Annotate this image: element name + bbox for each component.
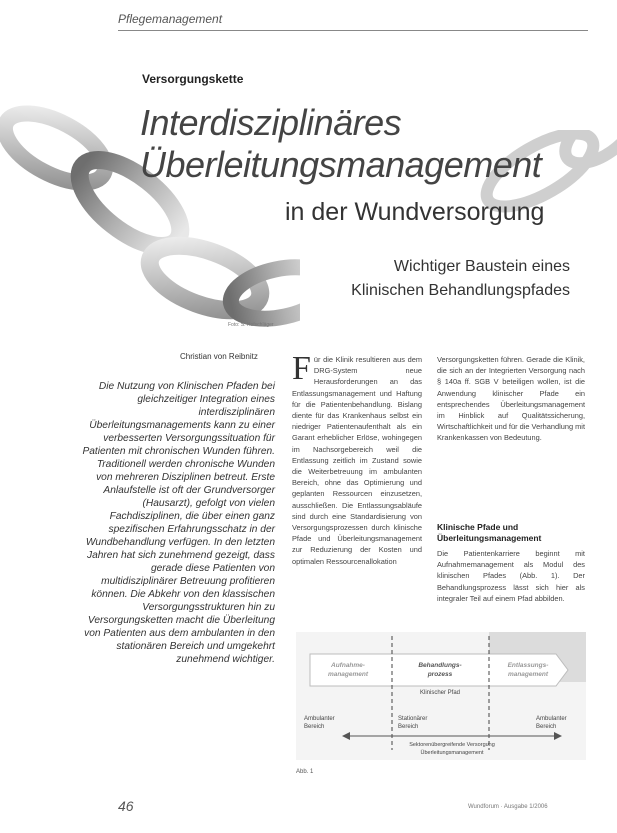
area-center-label: Stationärer	[398, 716, 428, 722]
photo-credit: Foto: S. Hofschläger	[228, 322, 274, 328]
bottom-label: Sektorenübergreifende Versorgung	[409, 742, 495, 748]
title-line-1: Interdisziplinäres	[140, 102, 402, 143]
area-left-label: Ambulanter	[304, 716, 335, 722]
stage-2-label-2: prozess	[427, 671, 453, 678]
stage-2-label: Behandlungs-	[418, 662, 462, 669]
stage-1-label-2: management	[327, 671, 369, 678]
area-right-label: Ambulanter	[536, 716, 567, 722]
subheading: Klinische Pfade und Überleitungsmanagement	[437, 522, 542, 543]
page-number: 46	[118, 798, 134, 814]
body-column-2: Versorgungsketten führen. Gerade die Klinik, die sich an der Integrierten Versorgung nach § 140a ff. SGB V beteiligen wollen, ist die Anwendung klinischer Pfade ein entsprechendes Überleitungsmanagement im Hinblick auf Qualitätssicherung, Wirtschaftlichkeit und für die Verhandlung mit Krankenkassen von Bedeutung.	[437, 355, 585, 443]
title-line-3: in der Wundversorgung	[285, 198, 545, 226]
kicker: Versorgungskette	[142, 72, 244, 86]
subtitle-line-1: Wichtiger Baustein eines	[393, 258, 570, 275]
drop-cap: F	[292, 350, 311, 387]
stage-3-label: Entlassungs-	[507, 662, 549, 669]
body-column-1	[292, 350, 422, 567]
area-right-label-2: Bereich	[536, 724, 557, 730]
body-column-3: Die Patientenkarriere beginnt mit Aufnahmemanagement als Modul des klinischen Pfades (Abb. 1). Der Behandlungsprozess lässt sich hier als integraler Teil auf einem Pfad abbilden.	[437, 549, 585, 603]
figure-caption: Abb. 1	[296, 769, 314, 775]
body-text-1: ür die Klinik resultieren aus dem DRG-System neue Herausforderungen an das Entlassungsmanagement und Haftung für die Patientenbehandlung. Bislang diente für das Krankenhaus selbst ein niedriger Patientenaufenthalt als ein Garant erheblicher Erlöse, wohingegen im Nachsorgebereich weil die Entlassung zeitlich im Zustand sowie die Weiterbetreuung im ambulanten Bereich, ohne das Optimierung und geplanten Ressourcen einzusetzen, ausschließen. Die Entlassungsabläufe sind durch eine Standardisierung von Versorgungsprozessen durch klinische Pfade und Überleitungsmanagement zur Reduzierung der Kosten und optimalen Ressourcenallokation	[292, 355, 422, 566]
pathway-diagram	[296, 632, 586, 760]
subtitle-line-2: Klinischen Behandlungspfades	[351, 282, 570, 299]
teaser: Die Nutzung von Klinischen Pfaden bei gleichzeitiger Integration eines interdisziplinären Überleitungsmanagements kann zu einer verbesserten Versorgungssituation für Patienten mit chronischen Wunden führen. Traditionell werden chronische Wunden von mehreren Disziplinen betreut. Erste Anlaufstelle ist oft der Grundversorger (Hausarzt), gefolgt von vielen Fachdisziplinen, die über einen ganz spezifischen Erfahrungsschatz in der Wundbehandlung verfügen. In den letzten Jahren hat sich zunehmend gezeigt, dass gerade diese Patienten von multidisziplinärer Betreuung profitieren können. Die Abkehr von den klassischen Versorgungsstrukturen hin zu Versorgungsketten macht die Überleitung von Patienten aus dem ambulanten in den stationären Bereich und umgekehrt zunehmend wichtiger.	[82, 381, 275, 665]
section-label: Pflegemanagement	[118, 12, 223, 26]
stage-1-label: Aufnahme-	[331, 662, 365, 669]
area-left-label-2: Bereich	[304, 724, 325, 730]
stage-3-label-2: management	[507, 671, 549, 678]
magazine-footer: Wundforum · Ausgabe 1/2006	[468, 804, 548, 810]
chain-link	[0, 99, 116, 197]
area-center-label-2: Bereich	[398, 724, 419, 730]
author: Christian von Reibnitz	[180, 352, 258, 361]
pathway-arrow	[310, 654, 568, 686]
bottom-label-2: Überleitungsmanagement	[420, 750, 484, 756]
title-line-2: Überleitungsmanagement	[140, 144, 542, 185]
pathway-label: Klinischer Pfad	[420, 690, 461, 696]
